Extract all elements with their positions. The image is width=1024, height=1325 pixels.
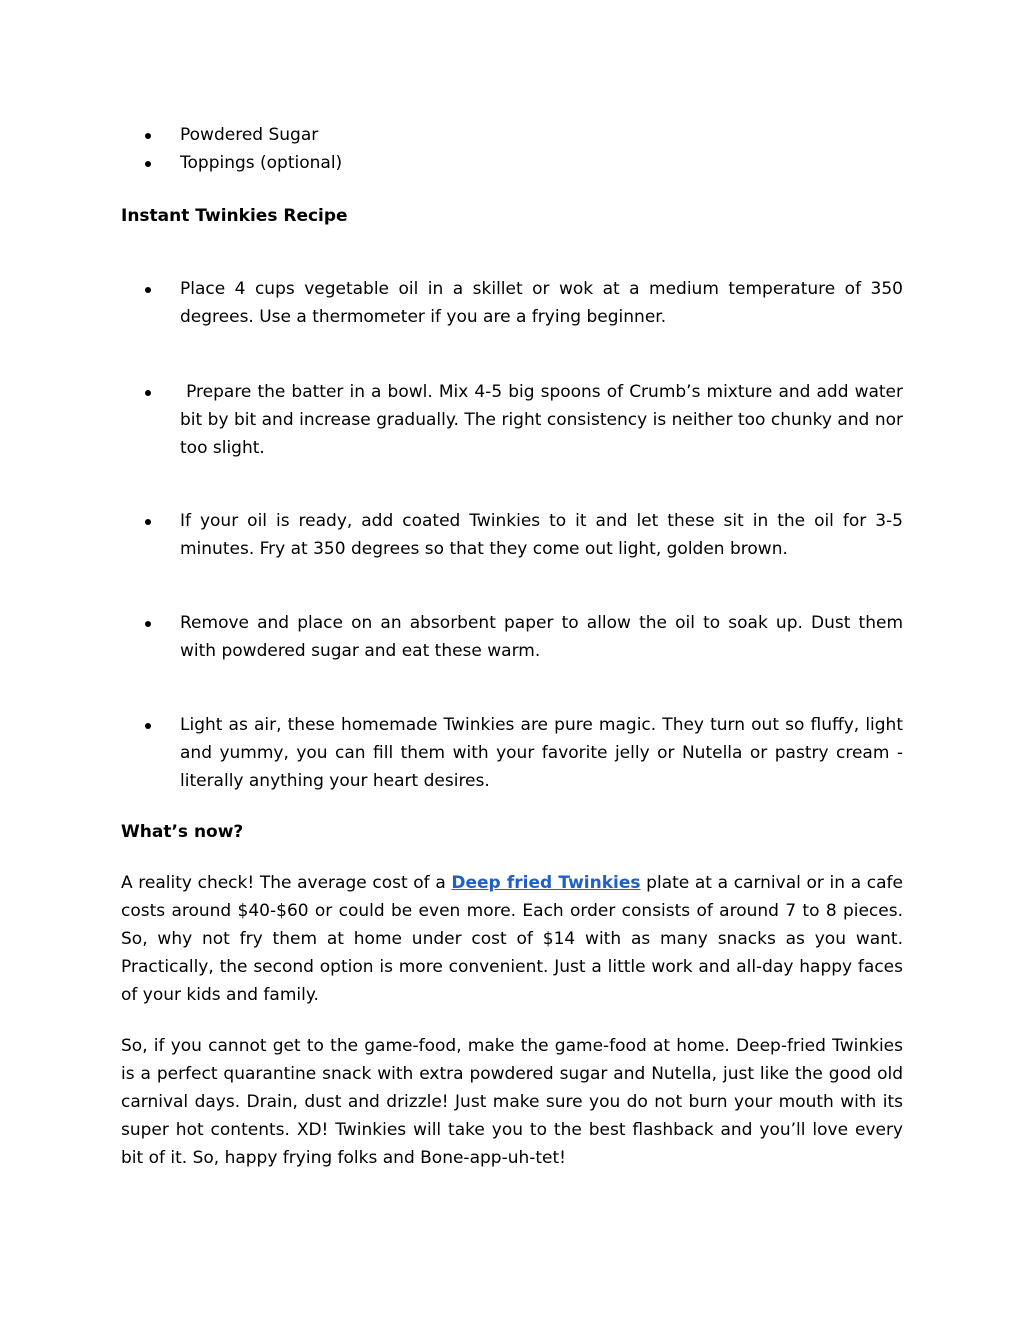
- recipe-steps-list: [145, 507, 903, 563]
- reality-check-paragraph: [121, 869, 903, 1009]
- recipe-step: [145, 507, 903, 563]
- bullet-icon: [145, 133, 151, 139]
- recipe-step-text: Light as air, these homemade Twinkies are pure magic. They turn out so fluffy, light and yummy, you can fill them with your favorite jelly or Nutella or pastry cream - literally anything your heart desires.: [180, 715, 903, 791]
- recipe-step-text: Remove and place on an absorbent paper to allow the oil to soak up. Dust them with powdered sugar and eat these warm.: [180, 613, 903, 661]
- ingredients-list: [145, 121, 903, 177]
- recipe-step: [145, 378, 909, 462]
- recipe-step: [145, 711, 903, 795]
- recipe-step: [145, 609, 903, 665]
- bullet-icon: [145, 723, 151, 729]
- recipe-step: [145, 275, 903, 331]
- list-item: [145, 149, 903, 177]
- bullet-icon: [145, 390, 151, 396]
- bullet-icon: [145, 287, 151, 293]
- recipe-step-text: Prepare the batter in a bowl. Mix 4-5 big spoons of Crumb’s mixture and add water bit by bit and increase gradually. The right consistency is neither too chunky and nor too slight.: [180, 382, 909, 458]
- recipe-steps-list: [145, 275, 903, 331]
- recipe-steps-list: [145, 378, 909, 462]
- recipe-step-text: If your oil is ready, add coated Twinkies to it and let these sit in the oil for 3-5 minutes. Fry at 350 degrees so that they come out light, golden brown.: [180, 511, 903, 559]
- closing-paragraph: So, if you cannot get to the game-food, make the game-food at home. Deep-fried Twinkies is a perfect quarantine snack with extra powdered sugar and Nutella, just like the good old carnival days. Drain, dust and drizzle! Just make sure you do not burn your mouth with its super hot contents. XD! Twinkies will take you to the best flashback and you’ll love every bit of it. So, happy frying folks and Bone-app-uh-tet!: [121, 1036, 903, 1168]
- paragraph-text: A reality check! The average cost of a: [121, 873, 452, 893]
- deep-fried-twinkies-link[interactable]: Deep fried Twinkies: [451, 873, 641, 893]
- bullet-icon: [145, 161, 151, 167]
- recipe-step-text: Place 4 cups vegetable oil in a skillet or wok at a medium temperature of 350 degrees. Use a thermometer if you are a frying beginner.: [180, 279, 903, 327]
- recipe-steps-list: [145, 609, 903, 665]
- recipe-steps-list: [145, 711, 903, 795]
- recipe-heading: Instant Twinkies Recipe: [121, 206, 348, 226]
- list-item: [145, 121, 903, 149]
- bullet-icon: [145, 519, 151, 525]
- bullet-icon: [145, 621, 151, 627]
- paragraph-text: plate at a carnival or in a cafe costs around $40-$60 or could be even more. Each order consists of around 7 to 8 pieces. So, why not fry them at home under cost of $14 with as many snacks as you want. Practically, the second option is more convenient. Just a little work and all-day happy faces of your kids and family.: [121, 873, 903, 1005]
- ingredient-text: Powdered Sugar: [180, 125, 319, 145]
- ingredient-text: Toppings (optional): [180, 153, 343, 173]
- whats-now-heading: What’s now?: [121, 822, 244, 842]
